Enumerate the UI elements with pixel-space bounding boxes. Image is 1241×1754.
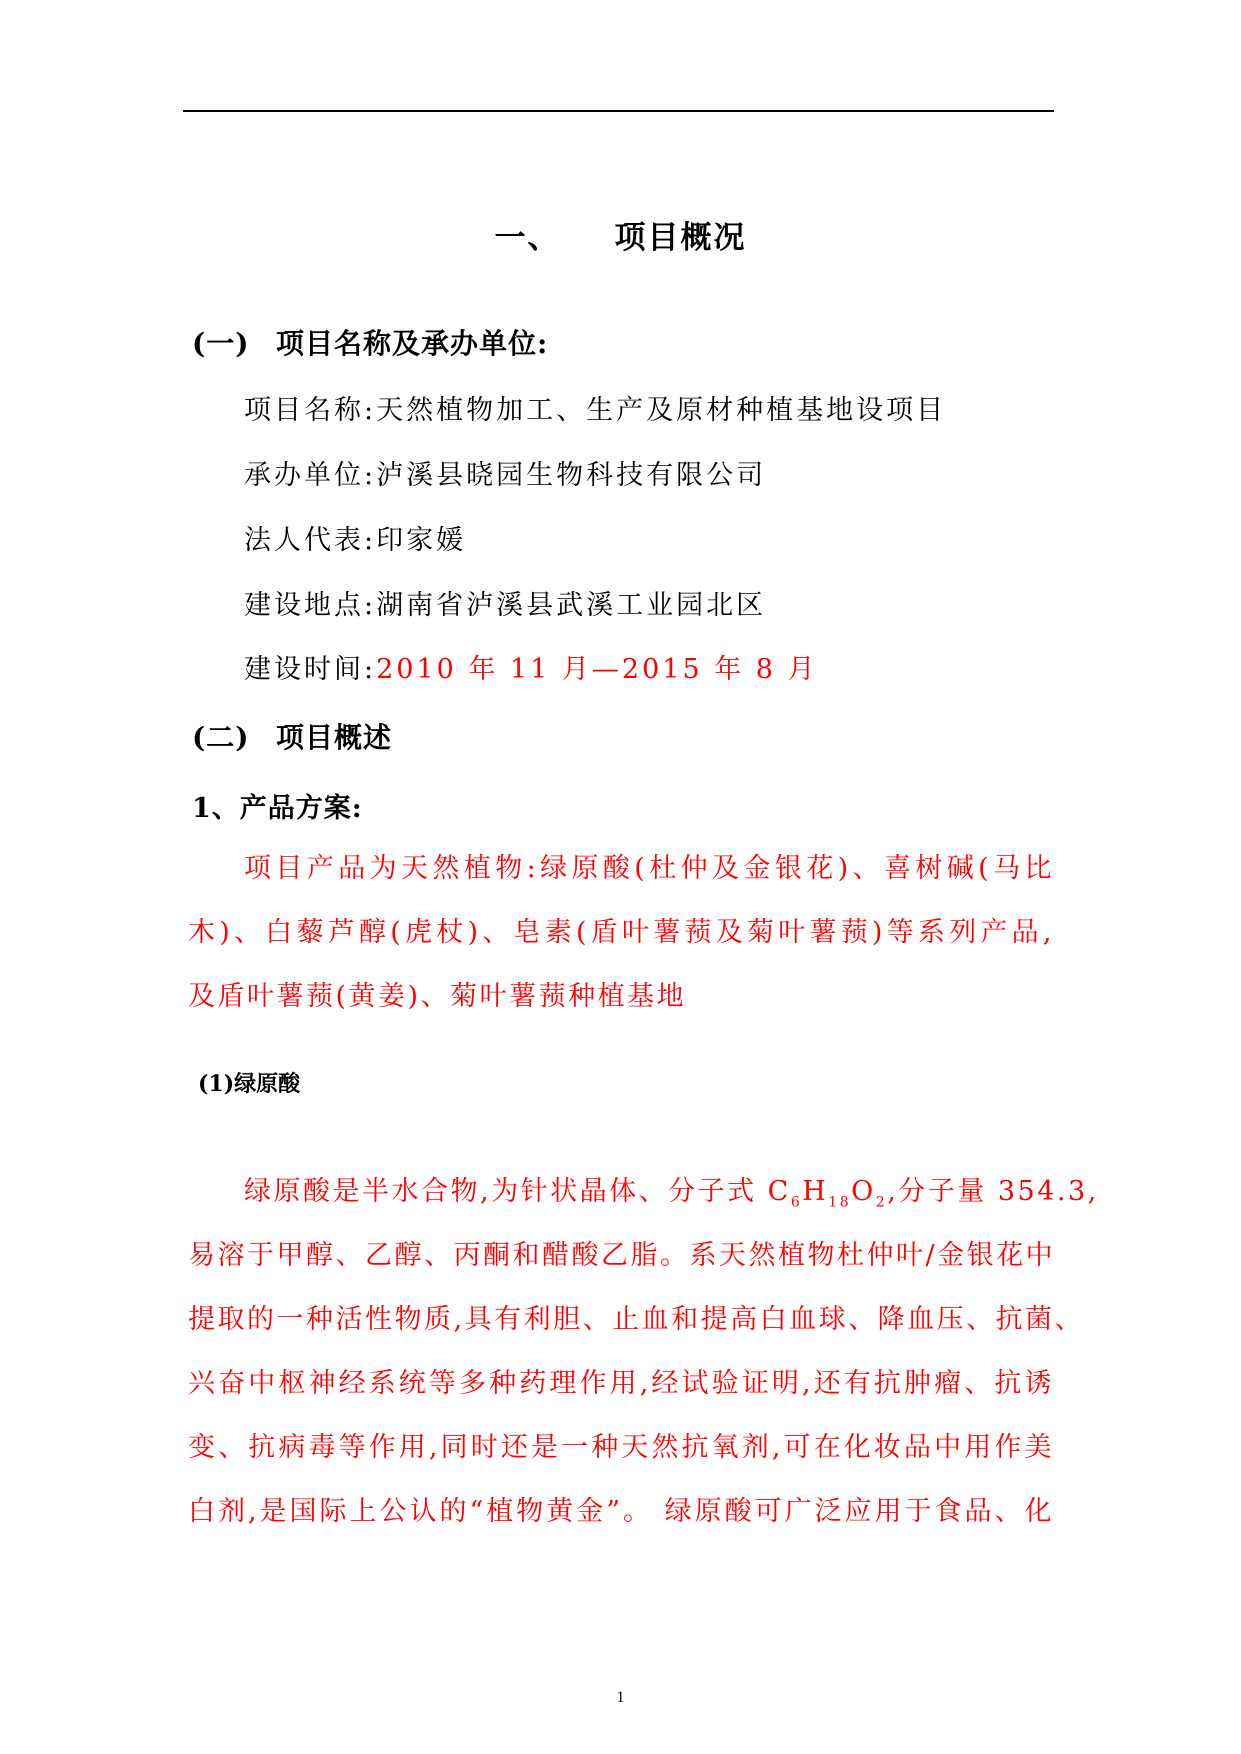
info-label: 建设地点: bbox=[244, 590, 377, 621]
section-heading-1 bbox=[192, 322, 548, 362]
header-rule bbox=[183, 110, 1054, 112]
info-label: 建设时间: bbox=[244, 654, 377, 685]
formula-text: O bbox=[851, 1176, 876, 1207]
formula-text: H bbox=[802, 1176, 829, 1207]
info-value: 天然植物加工、生产及原材种植基地设项目 bbox=[376, 395, 947, 426]
paragraph-line: 易溶于甲醇、乙醇、丙酮和醋酸乙脂。系天然植物杜仲叶/金银花中 bbox=[188, 1240, 1056, 1271]
info-label: 项目名称: bbox=[244, 395, 377, 426]
section-title: 项目名称及承办单位: bbox=[276, 327, 549, 360]
paragraph-line: 及盾叶薯蓣(黄姜)、菊叶薯蓣种植基地 bbox=[188, 981, 687, 1012]
paragraph-line: 木)、白藜芦醇(虎杖)、皂素(盾叶薯蓣及菊叶薯蓣)等系列产品, bbox=[188, 917, 1054, 948]
formula-text: ,分子量 354.3, bbox=[887, 1176, 1099, 1207]
section-number: (二) bbox=[192, 721, 250, 754]
page-number: 1 bbox=[616, 1689, 625, 1706]
paragraph-line: 提取的一种活性物质,具有利胆、止血和提高白血球、降血压、抗菌、 bbox=[188, 1304, 1085, 1335]
chapter-title-text: 项目概况 bbox=[614, 220, 747, 256]
info-value: 湖南省泸溪县武溪工业园北区 bbox=[376, 590, 767, 621]
info-row-project-name bbox=[244, 388, 946, 427]
formula-subscript: 6 bbox=[790, 1194, 803, 1211]
info-row-period bbox=[244, 647, 818, 686]
formula-subscript: 2 bbox=[875, 1194, 888, 1211]
product-plan-heading: 1、产品方案: bbox=[192, 793, 363, 824]
chapter-number: 一、 bbox=[494, 220, 561, 256]
info-value: 泸溪县晓园生物科技有限公司 bbox=[376, 460, 767, 491]
paragraph-line: 白剂,是国际上公认的“植物黄金”。 绿原酸可广泛应用于食品、化 bbox=[188, 1496, 1054, 1527]
chlorogenic-paragraph bbox=[188, 1160, 1099, 1544]
product-plan-paragraph bbox=[188, 837, 1054, 1029]
formula-subscript: 18 bbox=[828, 1194, 852, 1211]
info-label: 承办单位: bbox=[244, 460, 377, 491]
paragraph-line bbox=[188, 1160, 1099, 1224]
section-number: (一) bbox=[192, 327, 250, 360]
info-value: 2010 年 11 月—2015 年 8 月 bbox=[376, 654, 818, 685]
info-value: 印家媛 bbox=[376, 525, 467, 556]
paragraph-line: 变、抗病毒等作用,同时还是一种天然抗氧剂,可在化妆品中用作美 bbox=[188, 1432, 1054, 1463]
info-row-legal-rep bbox=[244, 518, 466, 557]
chlorogenic-heading: (1)绿原酸 bbox=[198, 1071, 301, 1097]
info-row-location bbox=[244, 583, 766, 622]
formula-text: 绿原酸是半水合物,为针状晶体、分子式 C bbox=[244, 1176, 791, 1207]
info-label: 法人代表: bbox=[244, 525, 377, 556]
section-title: 项目概述 bbox=[276, 721, 393, 754]
chapter-title bbox=[0, 212, 1241, 257]
paragraph-line: 兴奋中枢神经系统等多种药理作用,经试验证明,还有抗肿瘤、抗诱 bbox=[188, 1368, 1054, 1399]
info-row-organizer bbox=[244, 453, 766, 492]
paragraph-line: 项目产品为天然植物:绿原酸(杜仲及金银花)、喜树碱(马比 bbox=[244, 853, 1054, 884]
section-heading-2 bbox=[192, 716, 392, 756]
